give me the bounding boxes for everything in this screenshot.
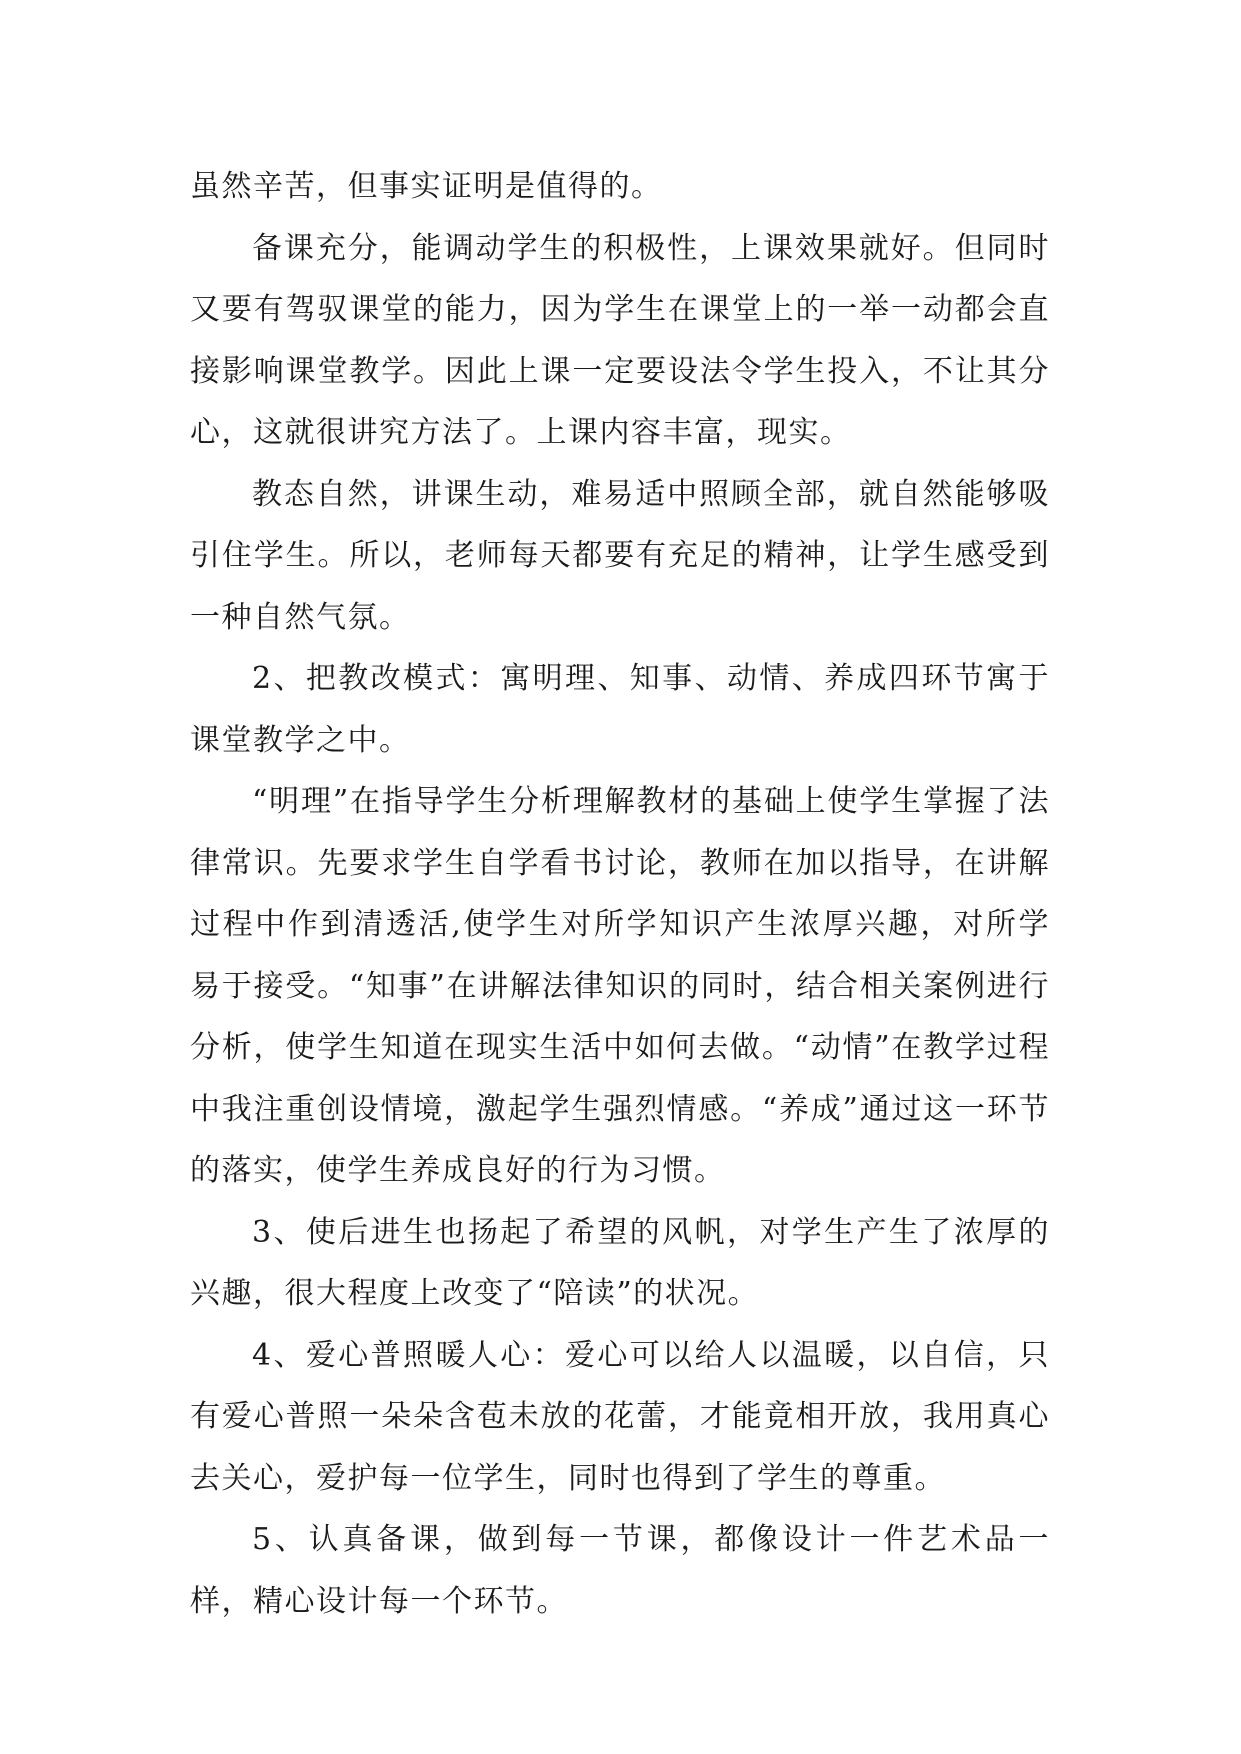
paragraph-item-3: 3、使后进生也扬起了希望的风帆，对学生产生了浓厚的兴趣，很大程度上改变了“陪读”的状况。 [190,1214,1050,1311]
paragraph-teaching-manner: 教态自然，讲课生动，难易适中照顾全部，就自然能够吸引住学生。所以，老师每天都要有充足的精神，让学生感受到一种自然气氛。 [190,476,1050,635]
paragraph-continuation: 虽然辛苦，但事实证明是值得的。 [190,169,663,204]
paragraph-lesson-preparation: 备课充分，能调动学生的积极性，上课效果就好。但同时又要有驾驭课堂的能力，因为学生在课堂上的一举一动都会直接影响课堂教学。因此上课一定要设法令学生投入，不让其分心，这就很讲究方法了。上课内容丰富，现实。 [190,230,1050,450]
paragraph-item-4: 4、爱心普照暖人心：爱心可以给人以温暖，以自信，只有爱心普照一朵朵含苞未放的花蕾，才能竟相开放，我用真心去关心，爱护每一位学生，同时也得到了学生的尊重。 [190,1337,1050,1496]
paragraph-four-steps: “明理”在指导学生分析理解教材的基础上使学生掌握了法律常识。先要求学生自学看书讨论，教师在加以指导，在讲解过程中作到清透活,使学生对所学知识产生浓厚兴趣，对所学易于接受。“知事”在讲解法律知识的同时，结合相关案例进行分析，使学生知道在现实生活中如何去做。“动情”在教学过程中我注重创设情境，激起学生强烈情感。“养成”通过这一环节的落实，使学生养成良好的行为习惯。 [190,784,1050,1188]
paragraph-item-5: 5、认真备课，做到每一节课，都像设计一件艺术品一样，精心设计每一个环节。 [190,1522,1050,1619]
paragraph-item-2: 2、把教改模式：寓明理、知事、动情、养成四环节寓于课堂教学之中。 [190,661,1050,758]
document-body [190,156,1050,1632]
